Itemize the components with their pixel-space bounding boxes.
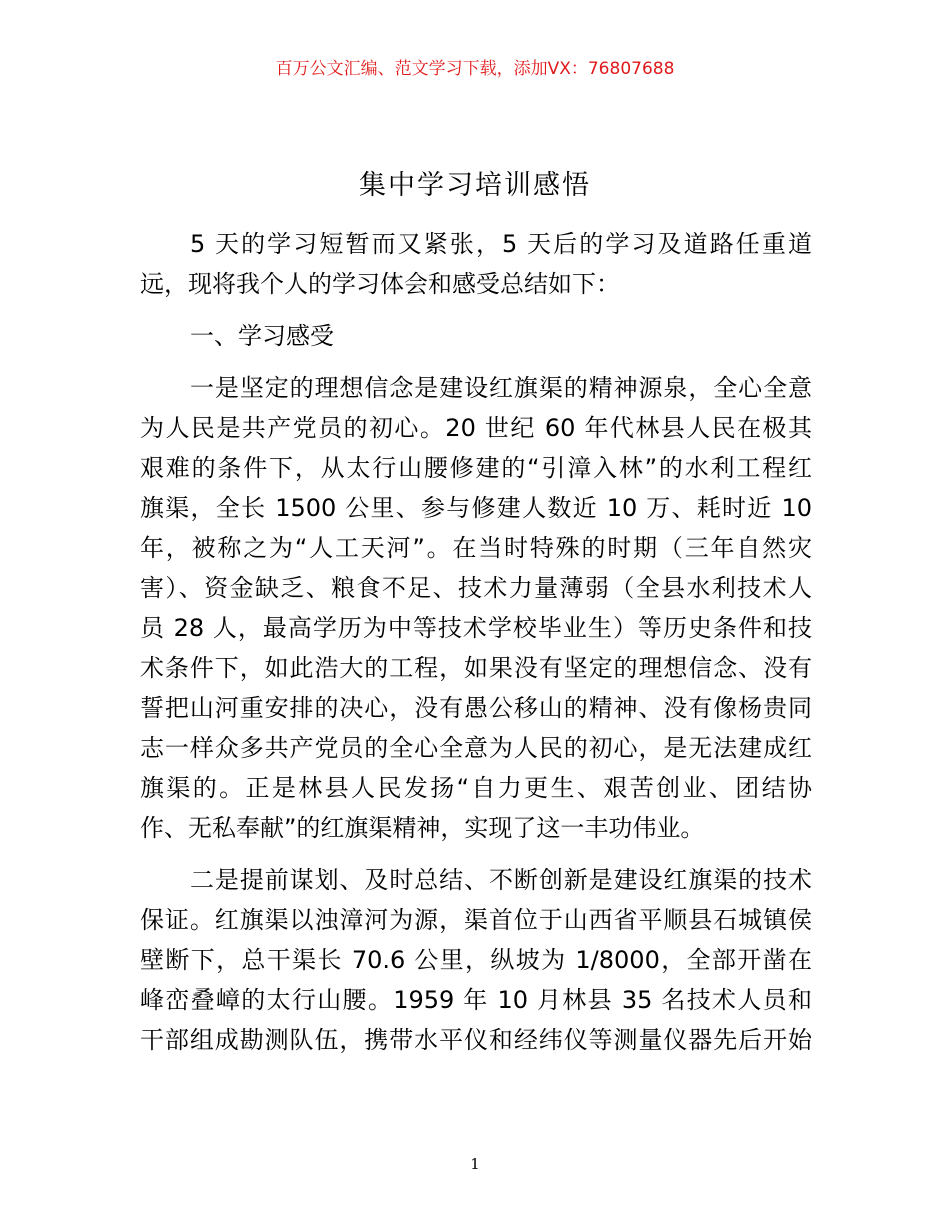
document-body xyxy=(140,224,812,1060)
paragraph-two xyxy=(140,860,812,1060)
paragraph-gap xyxy=(140,304,812,316)
paragraph-line: 旗渠的。正是林县人民发扬“自力更生、艰苦创业、团结协 xyxy=(140,774,812,802)
paragraph-line: 一是坚定的理想信念是建设红旗渠的精神源泉，全心全意 xyxy=(190,374,812,402)
section-heading xyxy=(140,316,812,356)
paragraph-line: 5 天的学习短暂而又紧张，5 天后的学习及道路任重道 xyxy=(190,230,812,258)
section-heading-text: 一、学习感受 xyxy=(190,322,334,350)
paragraph-line: 壁断下，总干渠长 70.6 公里，纵坡为 1/8000，全部开凿在 xyxy=(140,946,812,974)
paragraph-line: 年，被称之为“人工天河”。在当时特殊的时期（三年自然灾 xyxy=(140,534,812,562)
paragraph-line: 干部组成勘测队伍，携带水平仪和经纬仪等测量仪器先后开始 xyxy=(140,1026,812,1054)
paragraph-line: 二是提前谋划、及时总结、不断创新是建设红旗渠的技术 xyxy=(190,866,812,894)
paragraph-line: 志一样众多共产党员的全心全意为人民的初心，是无法建成红 xyxy=(140,734,812,762)
paragraph-line: 员 28 人，最高学历为中等技术学校毕业生）等历史条件和技 xyxy=(140,614,812,642)
paragraph-line: 旗渠，全长 1500 公里、参与修建人数近 10 万、耗时近 10 xyxy=(140,494,812,522)
header-watermark: 百万公文汇编、范文学习下载，添加VX：76807688 xyxy=(275,59,675,79)
paragraph-line: 艰难的条件下，从太行山腰修建的“引漳入林”的水利工程红 xyxy=(140,454,812,482)
document-title: 集中学习培训感悟 xyxy=(359,170,591,201)
paragraph-one xyxy=(140,368,812,848)
paragraph-line: 峰峦叠嶂的太行山腰。1959 年 10 月林县 35 名技术人员和 xyxy=(140,986,812,1014)
paragraph-line: 保证。红旗渠以浊漳河为源，渠首位于山西省平顺县石城镇侯 xyxy=(140,906,812,934)
paragraph-gap xyxy=(140,848,812,860)
paragraph-line: 害）、资金缺乏、粮食不足、技术力量薄弱（全县水利技术人 xyxy=(140,574,812,602)
paragraph-line: 作、无私奉献”的红旗渠精神，实现了这一丰功伟业。 xyxy=(140,814,705,842)
paragraph-line: 为人民是共产党员的初心。20 世纪 60 年代林县人民在极其 xyxy=(140,414,812,442)
page-number: 1 xyxy=(470,1155,480,1173)
paragraph-gap xyxy=(140,356,812,368)
paragraph-line: 远，现将我个人的学习体会和感受总结如下： xyxy=(140,270,620,298)
paragraph-line: 誓把山河重安排的决心，没有愚公移山的精神、没有像杨贵同 xyxy=(140,694,812,722)
paragraph-line: 术条件下，如此浩大的工程，如果没有坚定的理想信念、没有 xyxy=(140,654,812,682)
paragraph-intro xyxy=(140,224,812,304)
